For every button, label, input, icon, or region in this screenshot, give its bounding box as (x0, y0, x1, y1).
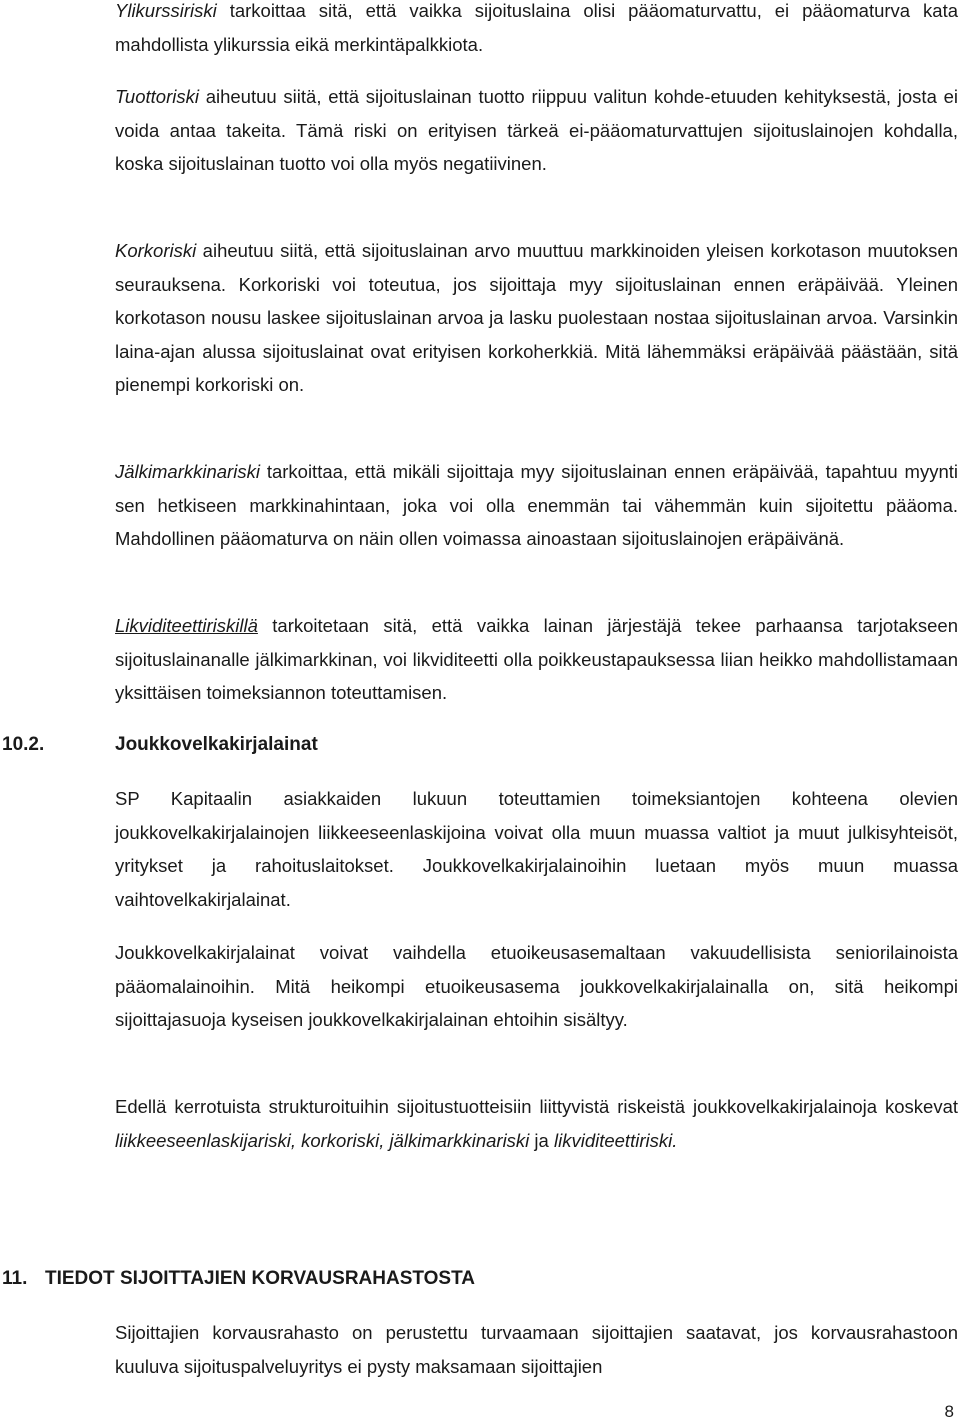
section-title: TIEDOT SIJOITTAJIEN KORVAUSRAHASTOSTA (45, 1268, 476, 1289)
paragraph-text: tarkoittaa sitä, että vaikka sijoituslaina olisi pääomaturvattu, ei pääomaturva kata mahdollista ylikurssia eikä merkintäpalkkiota. (115, 0, 958, 55)
paragraph-sp-kapitaali (115, 782, 958, 916)
paragraph-text: SP Kapitaalin asiakkaiden lukuun toteuttamien toimeksiantojen kohteena olevien joukkovelkakirjalainojen liikkeeseenlaskijoina voivat olla muun muassa valtiot ja muut julkisyhteisöt, yritykset ja rahoituslaitokset. Joukkovelkakirjalainoihin luetaan myös muun muassa vaihtovelkakirjalainat. (115, 788, 958, 910)
term-jalkimarkkinariski: Jälkimarkkinariski (115, 461, 260, 482)
paragraph-korvausrahasto (115, 1316, 958, 1383)
page-number: 8 (944, 1402, 954, 1421)
italic-risk-end: likviditeettiriski. (553, 1129, 678, 1151)
paragraph-korkoriski (115, 234, 958, 402)
paragraph-text: tarkoittaa, että mikäli sijoittaja myy sijoituslainan ennen eräpäivää, tapahtuu myynti sen hetkiseen markkinahintaan, joka voi olla enemmän tai vähemmän kuin sijoitettu pääoma. Mahdollinen pääomaturva on näin ollen voimassa ainoastaan sijoituslainojen eräpäivänä. (115, 461, 958, 549)
paragraph-likviditeettiriski (115, 609, 958, 710)
term-likviditeettiriski: Likviditeettiriskillä (115, 615, 258, 636)
term-tuottoriski: Tuottoriski (115, 86, 199, 107)
paragraph-tuottoriski (115, 80, 958, 181)
paragraph-text: Edellä kerrotuista strukturoituihin sijoitustuotteisiin liittyvistä riskeistä joukkovelkakirjalainoja koskevat (115, 1096, 958, 1117)
paragraph-text: tarkoitetaan sitä, että vaikka lainan järjestäjä tekee parhaansa tarjotakseen sijoituslainanalle jälkimarkkinan, voi likviditeetti olla poikkeustapauksessa liian heikko mahdollistamaan yksittäisen toimeksiannon toteuttamisen. (115, 615, 958, 703)
section-number: 10.2. (2, 734, 45, 755)
paragraph-etuoikeusasema (115, 936, 958, 1037)
paragraph-text: aiheutuu siitä, että sijoituslainan arvo muuttuu markkinoiden yleisen korkotason muutoksen seurauksena. Korkoriski voi toteutua, jos sijoittaja myy sijoituslainan ennen eräpäivää. Yleinen korkotason nousu laskee sijoituslainan arvoa ja lasku puolestaan nostaa sijoituslainan arvoa. Varsinkin laina-ajan alussa sijoituslainat ovat erityisen korkoherkkiä. Mitä lähemmäksi eräpäivää päästään, sitä pienempi korkoriski on. (115, 240, 958, 395)
term-korkoriski: Korkoriski (115, 240, 197, 261)
section-heading-10-2 (2, 728, 318, 761)
paragraph-text: Joukkovelkakirjalainat voivat vaihdella etuoikeusasemaltaan vakuudellisista seniorilainoista pääomalainoihin. Mitä heikompi etuoikeusasema joukkovelkakirjalainalla on, sitä heikompi sijoittajasuoja kyseisen joukkovelkakirjalainan ehtoihin sisältyy. (115, 942, 958, 1030)
section-title: Joukkovelkakirjalainat (115, 734, 318, 755)
paragraph-text: aiheutuu siitä, että sijoituslainan tuotto riippuu valitun kohde-etuuden kehityksestä, josta ei voida antaa takeita. Tämä riski on erityisen tärkeä ei-pääomaturvattujen sijoituslainojen kohdalla, koska sijoituslainan tuotto voi olla myös negatiivinen. (115, 86, 958, 174)
section-number: 11. (2, 1268, 28, 1289)
italic-risk-list: liikkeeseenlaskijariski, korkoriski, jälkimarkkinariski (115, 1129, 530, 1151)
term-ylikurssiriski: Ylikurssiriski (115, 0, 217, 21)
paragraph-jalkimarkkinariski (115, 455, 958, 556)
section-heading-11 (2, 1262, 475, 1295)
paragraph-ylikurssiriski (115, 0, 958, 61)
paragraph-text-join: ja (529, 1129, 554, 1151)
paragraph-text: Sijoittajien korvausrahasto on perustettu turvaamaan sijoittajien saatavat, jos korvausrahastoon kuuluva sijoituspalveluyritys ei pysty maksamaan sijoittajien (115, 1322, 958, 1377)
paragraph-riskit-yhteenveto (115, 1090, 958, 1157)
